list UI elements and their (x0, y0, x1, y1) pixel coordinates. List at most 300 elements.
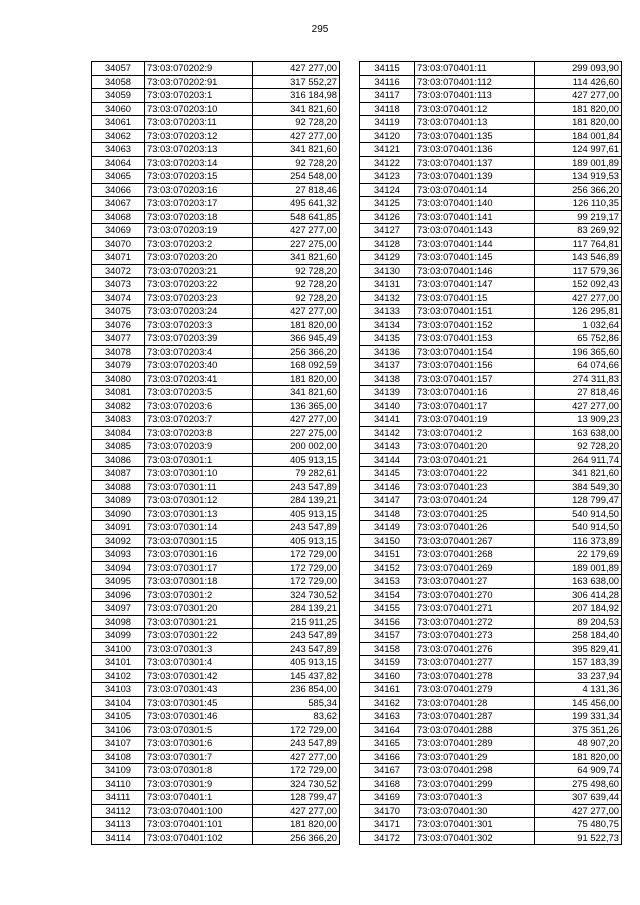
row-number: 34083 (92, 413, 145, 427)
table-row (92, 237, 340, 251)
row-number: 34103 (92, 683, 145, 697)
row-number: 34138 (360, 372, 415, 386)
cadastral-value: 316 184,98 (253, 89, 340, 103)
cadastral-value: 548 641,85 (253, 210, 340, 224)
cadastral-value: 99 219,17 (535, 210, 622, 224)
cadastral-number: 73:03:070203:20 (145, 251, 253, 265)
row-number: 34119 (360, 116, 415, 130)
table-row (92, 426, 340, 440)
table-row (92, 278, 340, 292)
cadastral-value: 48 907,20 (535, 737, 622, 751)
cadastral-number: 73:03:070301:1 (145, 453, 253, 467)
table-row (92, 615, 340, 629)
row-number: 34120 (360, 129, 415, 143)
table-row (360, 534, 622, 548)
cadastral-number: 73:03:070203:18 (145, 210, 253, 224)
table-row (92, 386, 340, 400)
cadastral-value: 116 373,89 (535, 534, 622, 548)
table-row (92, 305, 340, 319)
left-table-body (92, 62, 340, 845)
cadastral-number: 73:03:070401:157 (415, 372, 535, 386)
cadastral-value: 181 820,00 (535, 116, 622, 130)
cadastral-value: 275 498,60 (535, 777, 622, 791)
table-row (92, 210, 340, 224)
cadastral-value: 172 729,00 (253, 548, 340, 562)
cadastral-number: 73:03:070401:2 (415, 426, 535, 440)
cadastral-number: 73:03:070401:151 (415, 305, 535, 319)
cadastral-value: 1 032,64 (535, 318, 622, 332)
cadastral-number: 73:03:070401:279 (415, 683, 535, 697)
row-number: 34065 (92, 170, 145, 184)
cadastral-number: 73:03:070301:16 (145, 548, 253, 562)
row-number: 34063 (92, 143, 145, 157)
cadastral-number: 73:03:070301:42 (145, 669, 253, 683)
table-row (360, 399, 622, 413)
cadastral-number: 73:03:070401:139 (415, 170, 535, 184)
table-row (92, 737, 340, 751)
table-row (360, 305, 622, 319)
table-row (360, 426, 622, 440)
cadastral-value: 22 179,69 (535, 548, 622, 562)
cadastral-value: 64 909,74 (535, 764, 622, 778)
table-row (360, 170, 622, 184)
cadastral-number: 73:03:070203:14 (145, 156, 253, 170)
cadastral-value: 172 729,00 (253, 723, 340, 737)
cadastral-value: 243 547,89 (253, 642, 340, 656)
row-number: 34161 (360, 683, 415, 697)
row-number: 34132 (360, 291, 415, 305)
table-row (92, 575, 340, 589)
cadastral-value: 92 728,20 (535, 440, 622, 454)
table-row (360, 467, 622, 481)
row-number: 34156 (360, 615, 415, 629)
table-row (92, 129, 340, 143)
row-number: 34109 (92, 764, 145, 778)
row-number: 34078 (92, 345, 145, 359)
cadastral-number: 73:03:070401:302 (415, 831, 535, 845)
cadastral-number: 73:03:070301:21 (145, 615, 253, 629)
table-row (92, 480, 340, 494)
cadastral-number: 73:03:070202:91 (145, 75, 253, 89)
cadastral-number: 73:03:070401:278 (415, 669, 535, 683)
row-number: 34133 (360, 305, 415, 319)
cadastral-number: 73:03:070401:136 (415, 143, 535, 157)
table-row (360, 710, 622, 724)
cadastral-number: 73:03:070401:13 (415, 116, 535, 130)
cadastral-value: 181 820,00 (253, 818, 340, 832)
cadastral-value: 124 997,61 (535, 143, 622, 157)
cadastral-number: 73:03:070401:287 (415, 710, 535, 724)
cadastral-value: 243 547,89 (253, 629, 340, 643)
cadastral-number: 73:03:070301:12 (145, 494, 253, 508)
cadastral-number: 73:03:070301:7 (145, 750, 253, 764)
cadastral-number: 73:03:070401:153 (415, 332, 535, 346)
table-row (360, 629, 622, 643)
table-row (360, 318, 622, 332)
table-row (92, 723, 340, 737)
cadastral-value: 256 366,20 (535, 183, 622, 197)
row-number: 34118 (360, 102, 415, 116)
cadastral-value: 172 729,00 (253, 561, 340, 575)
row-number: 34084 (92, 426, 145, 440)
row-number: 34155 (360, 602, 415, 616)
row-number: 34106 (92, 723, 145, 737)
cadastral-value: 243 547,89 (253, 521, 340, 535)
cadastral-value: 117 764,81 (535, 237, 622, 251)
row-number: 34087 (92, 467, 145, 481)
cadastral-number: 73:03:070401:17 (415, 399, 535, 413)
cadastral-value: 341 821,60 (535, 467, 622, 481)
row-number: 34105 (92, 710, 145, 724)
row-number: 34153 (360, 575, 415, 589)
cadastral-number: 73:03:070203:5 (145, 386, 253, 400)
cadastral-number: 73:03:070401:11 (415, 62, 535, 76)
cadastral-number: 73:03:070401:288 (415, 723, 535, 737)
row-number: 34110 (92, 777, 145, 791)
cadastral-number: 73:03:070203:4 (145, 345, 253, 359)
table-row (360, 602, 622, 616)
table-row (92, 264, 340, 278)
cadastral-value: 427 277,00 (535, 399, 622, 413)
row-number: 34111 (92, 791, 145, 805)
cadastral-number: 73:03:070203:8 (145, 426, 253, 440)
cadastral-value: 264 911,74 (535, 453, 622, 467)
row-number: 34128 (360, 237, 415, 251)
cadastral-value: 13 909,23 (535, 413, 622, 427)
row-number: 34102 (92, 669, 145, 683)
cadastral-value: 341 821,60 (253, 251, 340, 265)
cadastral-value: 75 480,75 (535, 818, 622, 832)
cadastral-number: 73:03:070401:298 (415, 764, 535, 778)
table-row (92, 62, 340, 76)
cadastral-number: 73:03:070301:17 (145, 561, 253, 575)
cadastral-value: 427 277,00 (535, 291, 622, 305)
cadastral-number: 73:03:070203:16 (145, 183, 253, 197)
table-row (360, 251, 622, 265)
row-number: 34079 (92, 359, 145, 373)
cadastral-value: 27 818,46 (253, 183, 340, 197)
cadastral-number: 73:03:070401:112 (415, 75, 535, 89)
cadastral-number: 73:03:070401:273 (415, 629, 535, 643)
cadastral-number: 73:03:070401:113 (415, 89, 535, 103)
cadastral-value: 181 820,00 (253, 372, 340, 386)
cadastral-number: 73:03:070203:7 (145, 413, 253, 427)
cadastral-number: 73:03:070203:1 (145, 89, 253, 103)
cadastral-number: 73:03:070401:20 (415, 440, 535, 454)
table-row (360, 831, 622, 845)
cadastral-number: 73:03:070401:147 (415, 278, 535, 292)
row-number: 34069 (92, 224, 145, 238)
table-row (92, 345, 340, 359)
row-number: 34168 (360, 777, 415, 791)
cadastral-value: 200 002,00 (253, 440, 340, 454)
row-number: 34151 (360, 548, 415, 562)
cadastral-number: 73:03:070203:11 (145, 116, 253, 130)
cadastral-number: 73:03:070401:22 (415, 467, 535, 481)
cadastral-value: 284 139,21 (253, 602, 340, 616)
cadastral-value: 254 548,00 (253, 170, 340, 184)
cadastral-value: 427 277,00 (253, 804, 340, 818)
table-row (360, 521, 622, 535)
row-number: 34091 (92, 521, 145, 535)
cadastral-number: 73:03:070301:15 (145, 534, 253, 548)
table-row (92, 548, 340, 562)
cadastral-value: 427 277,00 (253, 224, 340, 238)
cadastral-number: 73:03:070401:23 (415, 480, 535, 494)
table-row (92, 332, 340, 346)
cadastral-value: 324 730,52 (253, 777, 340, 791)
cadastral-value: 172 729,00 (253, 575, 340, 589)
cadastral-value: 405 913,15 (253, 534, 340, 548)
cadastral-number: 73:03:070401:268 (415, 548, 535, 562)
cadastral-value: 384 549,30 (535, 480, 622, 494)
cadastral-number: 73:03:070203:40 (145, 359, 253, 373)
table-row (92, 804, 340, 818)
cadastral-value: 256 366,20 (253, 345, 340, 359)
row-number: 34136 (360, 345, 415, 359)
cadastral-value: 92 728,20 (253, 278, 340, 292)
cadastral-value: 189 001,89 (535, 561, 622, 575)
cadastral-value: 117 579,36 (535, 264, 622, 278)
cadastral-value: 256 366,20 (253, 831, 340, 845)
cadastral-value: 92 728,20 (253, 116, 340, 130)
table-row (360, 372, 622, 386)
cadastral-value: 92 728,20 (253, 156, 340, 170)
cadastral-value: 157 183,39 (535, 656, 622, 670)
cadastral-value: 199 331,34 (535, 710, 622, 724)
cadastral-number: 73:03:070203:17 (145, 197, 253, 211)
cadastral-number: 73:03:070401:272 (415, 615, 535, 629)
cadastral-number: 73:03:070301:14 (145, 521, 253, 535)
cadastral-value: 83,62 (253, 710, 340, 724)
cadastral-value: 227 275,00 (253, 426, 340, 440)
cadastral-value: 126 295,81 (535, 305, 622, 319)
table-row (360, 116, 622, 130)
table-row (92, 669, 340, 683)
cadastral-number: 73:03:070301:43 (145, 683, 253, 697)
right-table-body (360, 62, 622, 845)
row-number: 34059 (92, 89, 145, 103)
cadastral-number: 73:03:070203:15 (145, 170, 253, 184)
cadastral-value: 33 237,94 (535, 669, 622, 683)
table-row (92, 507, 340, 521)
table-row (360, 345, 622, 359)
cadastral-value: 114 426,60 (535, 75, 622, 89)
table-row (360, 507, 622, 521)
cadastral-value: 128 799,47 (253, 791, 340, 805)
cadastral-value: 172 729,00 (253, 764, 340, 778)
row-number: 34081 (92, 386, 145, 400)
cadastral-number: 73:03:070301:5 (145, 723, 253, 737)
cadastral-value: 181 820,00 (535, 102, 622, 116)
table-row (360, 804, 622, 818)
cadastral-value: 4 131,36 (535, 683, 622, 697)
row-number: 34073 (92, 278, 145, 292)
cadastral-number: 73:03:070401:1 (145, 791, 253, 805)
cadastral-number: 73:03:070203:2 (145, 237, 253, 251)
table-row (92, 318, 340, 332)
table-row (92, 602, 340, 616)
table-row (92, 494, 340, 508)
row-number: 34070 (92, 237, 145, 251)
cadastral-value: 134 919,53 (535, 170, 622, 184)
row-number: 34121 (360, 143, 415, 157)
row-number: 34139 (360, 386, 415, 400)
table-row (92, 359, 340, 373)
cadastral-number: 73:03:070401:3 (415, 791, 535, 805)
cadastral-number: 73:03:070301:18 (145, 575, 253, 589)
cadastral-value: 324 730,52 (253, 588, 340, 602)
table-row (360, 102, 622, 116)
cadastral-value: 136 365,00 (253, 399, 340, 413)
row-number: 34074 (92, 291, 145, 305)
cadastral-number: 73:03:070401:100 (145, 804, 253, 818)
cadastral-number: 73:03:070301:46 (145, 710, 253, 724)
row-number: 34093 (92, 548, 145, 562)
table-row (92, 89, 340, 103)
row-number: 34146 (360, 480, 415, 494)
row-number: 34107 (92, 737, 145, 751)
row-number: 34066 (92, 183, 145, 197)
cadastral-number: 73:03:070401:143 (415, 224, 535, 238)
cadastral-number: 73:03:070301:6 (145, 737, 253, 751)
cadastral-value: 196 365,60 (535, 345, 622, 359)
table-row (360, 615, 622, 629)
cadastral-number: 73:03:070301:13 (145, 507, 253, 521)
cadastral-value: 540 914,50 (535, 521, 622, 535)
table-row (360, 224, 622, 238)
table-row (360, 453, 622, 467)
row-number: 34131 (360, 278, 415, 292)
table-row (360, 237, 622, 251)
cadastral-value: 227 275,00 (253, 237, 340, 251)
cadastral-number: 73:03:070203:6 (145, 399, 253, 413)
table-row (360, 683, 622, 697)
cadastral-value: 427 277,00 (253, 62, 340, 76)
table-row (92, 791, 340, 805)
row-number: 34114 (92, 831, 145, 845)
row-number: 34058 (92, 75, 145, 89)
table-row (92, 683, 340, 697)
cadastral-value: 243 547,89 (253, 737, 340, 751)
table-row (92, 588, 340, 602)
cadastral-value: 341 821,60 (253, 102, 340, 116)
table-row (360, 75, 622, 89)
cadastral-value: 126 110,35 (535, 197, 622, 211)
cadastral-number: 73:03:070401:140 (415, 197, 535, 211)
row-number: 34148 (360, 507, 415, 521)
row-number: 34067 (92, 197, 145, 211)
row-number: 34171 (360, 818, 415, 832)
table-row (360, 143, 622, 157)
cadastral-number: 73:03:070401:29 (415, 750, 535, 764)
row-number: 34130 (360, 264, 415, 278)
row-number: 34072 (92, 264, 145, 278)
row-number: 34092 (92, 534, 145, 548)
right-cadastral-table (359, 61, 622, 845)
row-number: 34127 (360, 224, 415, 238)
cadastral-number: 73:03:070401:152 (415, 318, 535, 332)
cadastral-number: 73:03:070203:9 (145, 440, 253, 454)
cadastral-number: 73:03:070401:19 (415, 413, 535, 427)
table-row (92, 183, 340, 197)
cadastral-number: 73:03:070301:9 (145, 777, 253, 791)
cadastral-number: 73:03:070401:145 (415, 251, 535, 265)
cadastral-value: 215 911,25 (253, 615, 340, 629)
row-number: 34170 (360, 804, 415, 818)
row-number: 34099 (92, 629, 145, 643)
cadastral-number: 73:03:070203:13 (145, 143, 253, 157)
row-number: 34152 (360, 561, 415, 575)
row-number: 34075 (92, 305, 145, 319)
left-cadastral-table (91, 61, 340, 845)
row-number: 34137 (360, 359, 415, 373)
table-row (92, 224, 340, 238)
cadastral-number: 73:03:070301:22 (145, 629, 253, 643)
table-row (92, 534, 340, 548)
cadastral-value: 189 001,89 (535, 156, 622, 170)
table-row (92, 372, 340, 386)
row-number: 34095 (92, 575, 145, 589)
table-row (92, 156, 340, 170)
table-row (92, 399, 340, 413)
row-number: 34064 (92, 156, 145, 170)
table-row (360, 696, 622, 710)
cadastral-number: 73:03:070401:27 (415, 575, 535, 589)
table-row (360, 575, 622, 589)
cadastral-number: 73:03:070202:9 (145, 62, 253, 76)
row-number: 34057 (92, 62, 145, 76)
cadastral-number: 73:03:070401:21 (415, 453, 535, 467)
cadastral-value: 274 311,83 (535, 372, 622, 386)
row-number: 34060 (92, 102, 145, 116)
row-number: 34086 (92, 453, 145, 467)
table-row (92, 467, 340, 481)
cadastral-value: 143 546,89 (535, 251, 622, 265)
table-row (92, 453, 340, 467)
cadastral-number: 73:03:070401:12 (415, 102, 535, 116)
table-row (360, 764, 622, 778)
cadastral-number: 73:03:070401:270 (415, 588, 535, 602)
table-row (92, 413, 340, 427)
cadastral-value: 163 638,00 (535, 575, 622, 589)
row-number: 34141 (360, 413, 415, 427)
table-row (92, 143, 340, 157)
cadastral-number: 73:03:070203:41 (145, 372, 253, 386)
cadastral-value: 64 074,66 (535, 359, 622, 373)
cadastral-value: 284 139,21 (253, 494, 340, 508)
cadastral-number: 73:03:070401:269 (415, 561, 535, 575)
table-row (360, 777, 622, 791)
row-number: 34082 (92, 399, 145, 413)
cadastral-value: 145 456,00 (535, 696, 622, 710)
cadastral-number: 73:03:070401:28 (415, 696, 535, 710)
cadastral-value: 27 818,46 (535, 386, 622, 400)
table-row (360, 818, 622, 832)
row-number: 34068 (92, 210, 145, 224)
table-row (360, 89, 622, 103)
cadastral-value: 317 552,27 (253, 75, 340, 89)
row-number: 34143 (360, 440, 415, 454)
cadastral-value: 427 277,00 (253, 305, 340, 319)
cadastral-number: 73:03:070401:24 (415, 494, 535, 508)
cadastral-value: 307 639,44 (535, 791, 622, 805)
row-number: 34145 (360, 467, 415, 481)
row-number: 34172 (360, 831, 415, 845)
cadastral-value: 427 277,00 (535, 804, 622, 818)
row-number: 34123 (360, 170, 415, 184)
table-row (360, 183, 622, 197)
